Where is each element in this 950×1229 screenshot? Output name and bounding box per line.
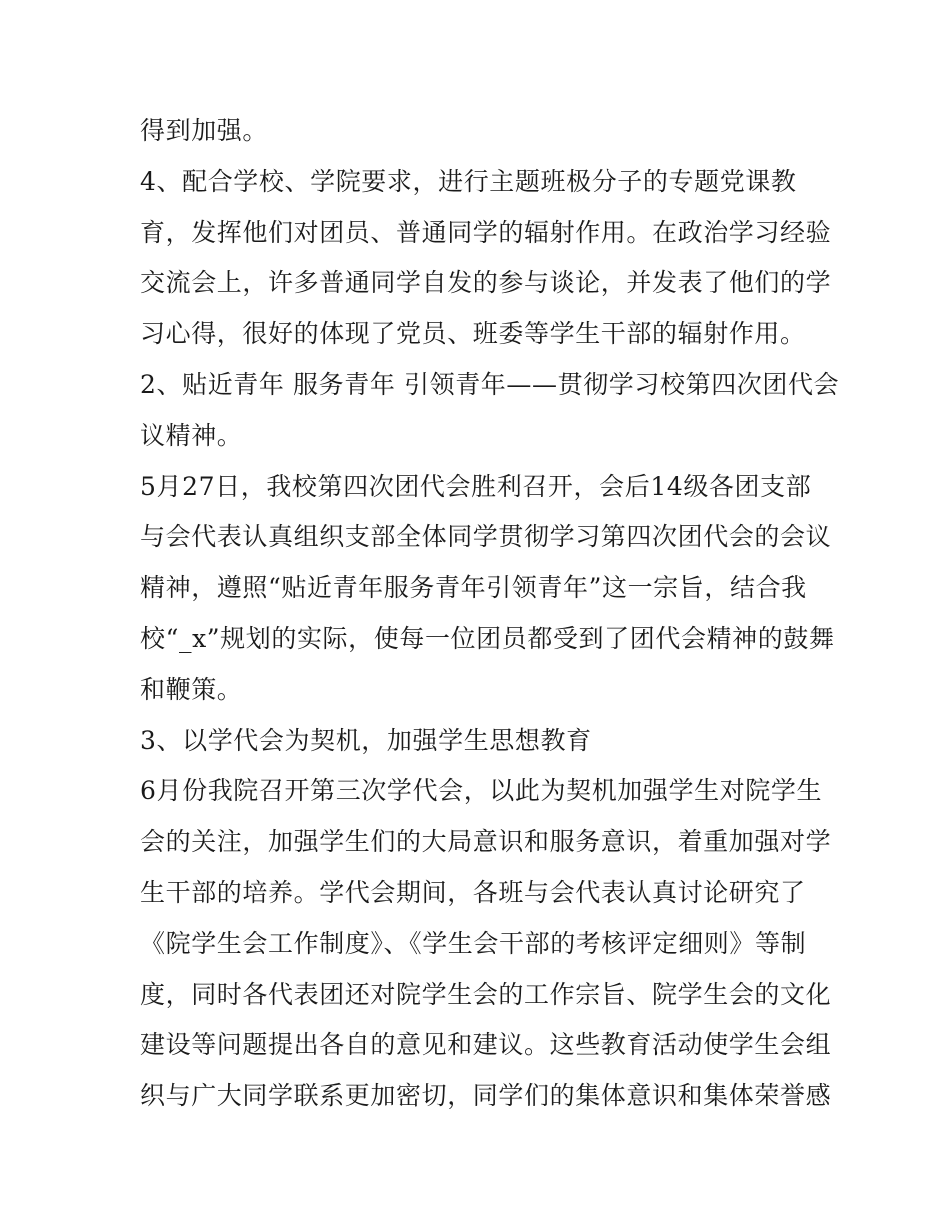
text-line: 得到加强。	[140, 116, 269, 145]
section-heading: 3、以学代会为契机，加强学生思想教育	[140, 725, 592, 755]
text-line: 《院学生会工作制度》、《学生会干部的考核评定细则》等制	[140, 928, 807, 958]
text-line: 建设等问题提出各自的意见和建议。这些教育活动使学生会组	[140, 1030, 832, 1060]
text-line: 度，同时各代表团还对院学生会的工作宗旨、院学生会的文化	[140, 979, 832, 1009]
text-line: 和鞭策。	[140, 674, 243, 704]
text-line: 会的关注，加强学生们的大局意识和服务意识，着重加强对学	[140, 827, 832, 857]
text-line: 4、配合学校、学院要求，进行主题班极分子的专题党课教	[140, 166, 797, 196]
text-line: 5月27日，我校第四次团代会胜利召开，会后14级各团支部	[140, 471, 812, 501]
document-body	[140, 106, 840, 1122]
text-line: 议精神。	[140, 420, 243, 450]
text-line: 习心得，很好的体现了党员、班委等学生干部的辐射作用。	[140, 319, 806, 349]
text-line: 校“_x”规划的实际，使每一位团员都受到了团代会精神的鼓舞	[140, 623, 835, 653]
text-line: 6月份我院召开第三次学代会，以此为契机加强学生对院学生	[140, 776, 823, 806]
text-line: 生干部的培养。学代会期间，各班与会代表认真讨论研究了	[140, 877, 806, 907]
section-heading: 2、贴近青年 服务青年 引领青年——贯彻学习校第四次团代会	[140, 369, 840, 399]
text-line: 与会代表认真组织支部全体同学贯彻学习第四次团代会的会议	[140, 522, 832, 552]
text-line: 织与广大同学联系更加密切，同学们的集体意识和集体荣誉感	[140, 1081, 832, 1111]
text-line: 育，发挥他们对团员、普通同学的辐射作用。在政治学习经验	[140, 217, 832, 247]
text-line: 交流会上，许多普通同学自发的参与谈论，并发表了他们的学	[140, 268, 832, 298]
text-line: 精神，遵照“贴近青年服务青年引领青年”这一宗旨，结合我	[140, 573, 807, 603]
